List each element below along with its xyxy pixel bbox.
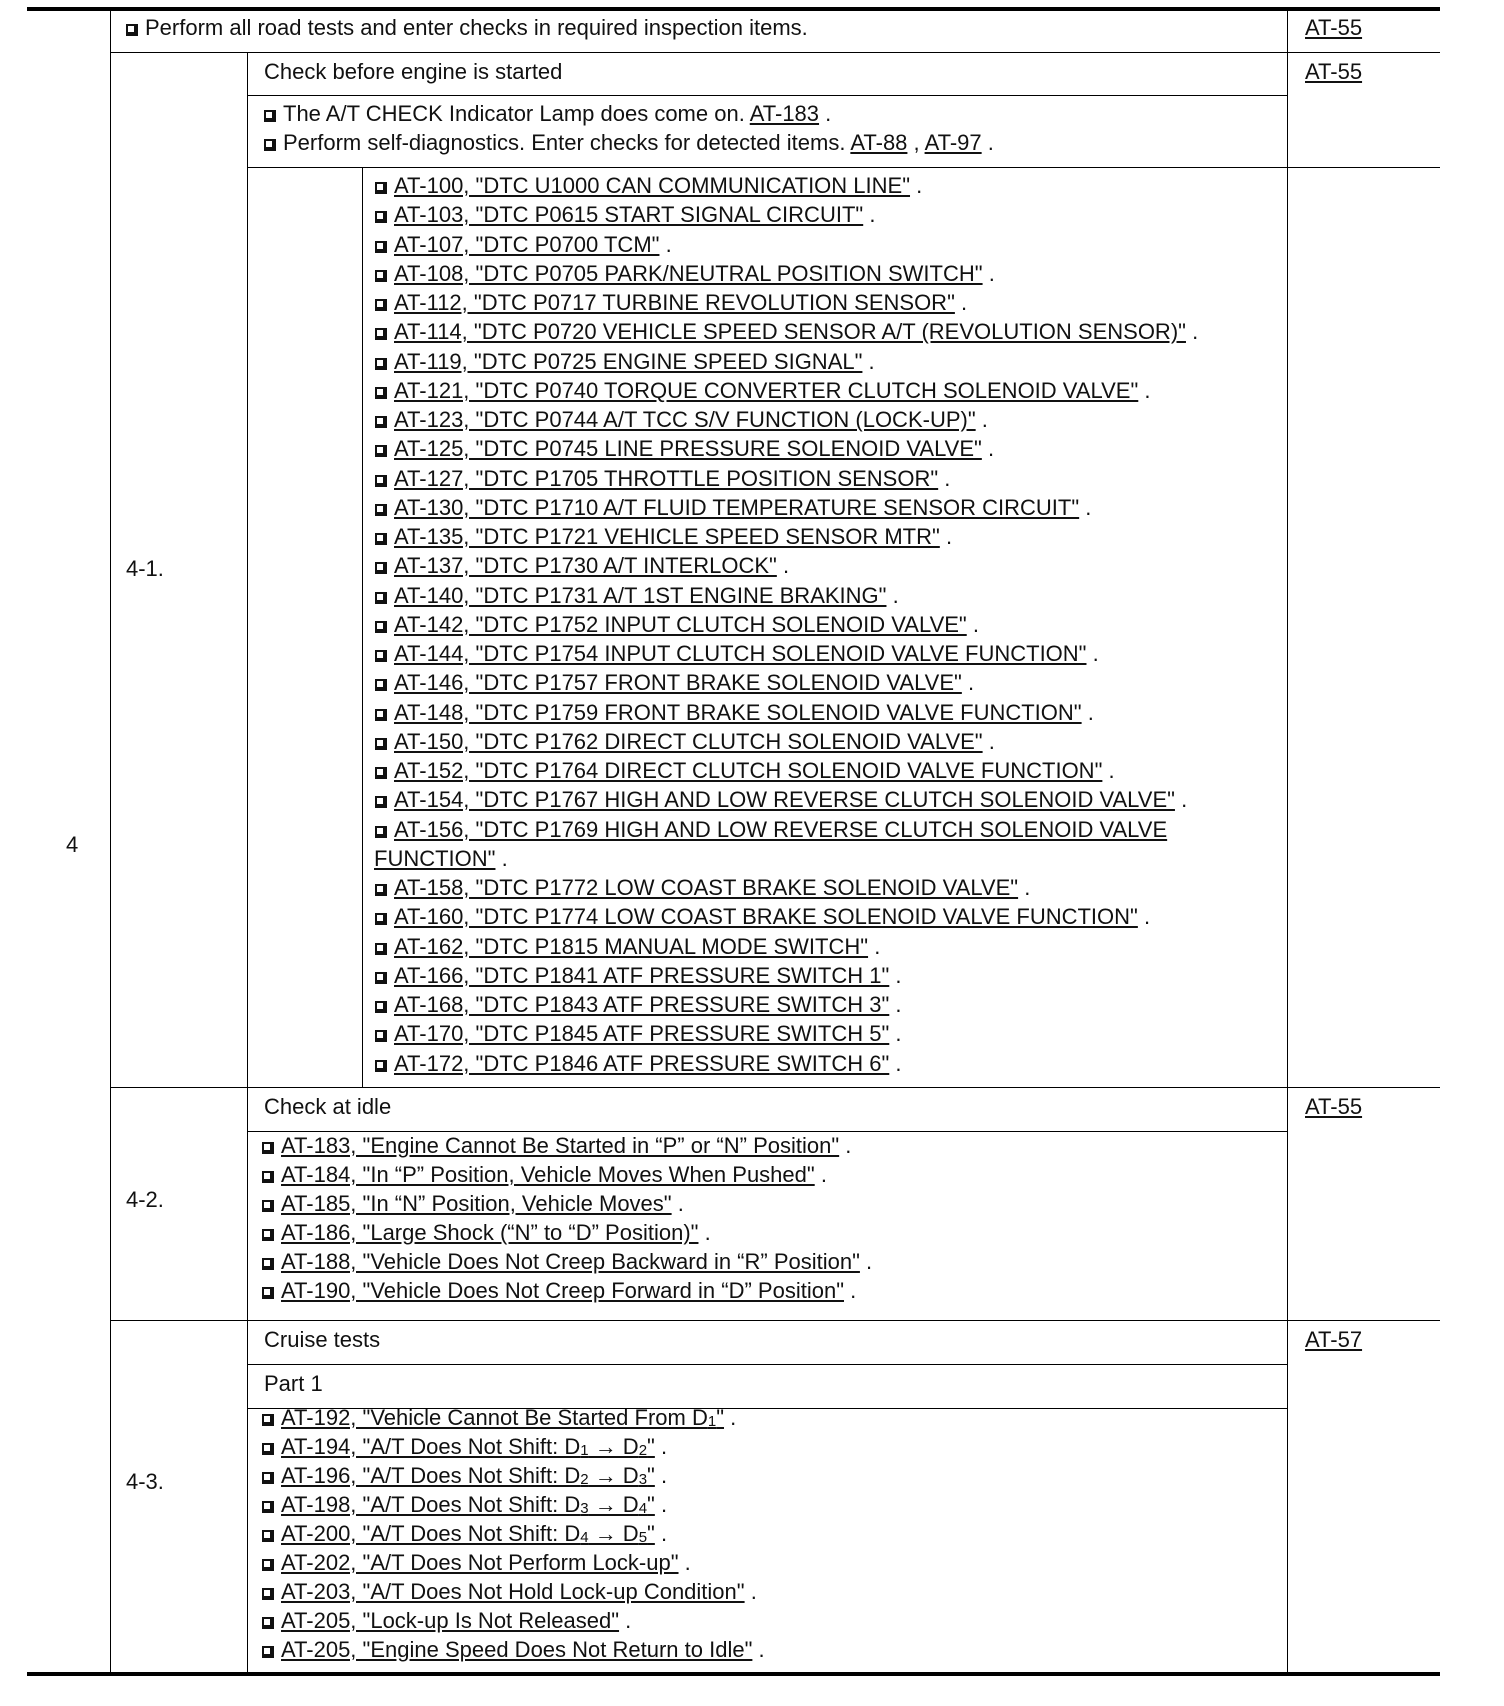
list-item <box>375 902 1275 931</box>
list-item <box>375 756 1275 785</box>
list-item <box>262 1189 872 1218</box>
period: . <box>874 933 881 959</box>
intro-instruction <box>126 13 808 42</box>
intro-ref-link[interactable]: AT-55 <box>1305 15 1363 40</box>
period: . <box>895 992 902 1017</box>
list-item <box>375 581 1275 610</box>
col-divider-3 <box>1287 9 1288 1674</box>
checkbox-icon[interactable] <box>375 504 387 516</box>
list-item <box>375 230 1275 259</box>
section-42-label: 4-2. <box>126 1187 164 1212</box>
cruise-link[interactable]: AT-192, "Vehicle Cannot Be Started From $D_1$" <box>281 1405 724 1430</box>
list-item <box>375 1019 1275 1048</box>
list-item <box>375 551 1275 580</box>
list-item <box>262 1606 765 1635</box>
dtc-link[interactable]: AT-103, "DTC P0615 START SIGNAL CIRCUIT" <box>394 202 864 228</box>
checkbox-icon[interactable] <box>375 972 387 984</box>
checkbox-icon[interactable] <box>375 445 387 457</box>
idle-link[interactable]: AT-186, "Large Shock (“N” to “D” Position)" <box>281 1220 699 1245</box>
intro-text: Perform all road tests and enter checks in required inspection items. <box>145 15 808 40</box>
period: . <box>1085 494 1092 520</box>
checkbox-icon[interactable] <box>375 1030 387 1042</box>
dtc-link[interactable]: AT-154, "DTC P1767 HIGH AND LOW REVERSE CLUTCH SOLENOID VALVE" <box>394 787 1175 813</box>
period: . <box>660 1521 668 1546</box>
idle-link[interactable]: AT-190, "Vehicle Does Not Creep Forward in “D” Position" <box>281 1278 844 1303</box>
checkbox-icon[interactable] <box>262 1142 274 1154</box>
checkbox-icon[interactable] <box>375 416 387 428</box>
period: . <box>1024 875 1031 900</box>
dtc-link[interactable]: AT-114, "DTC P0720 VEHICLE SPEED SENSOR A/T (REVOLUTION SENSOR)" <box>394 319 1186 345</box>
list-item <box>375 932 1275 961</box>
checkbox-icon[interactable] <box>262 1287 274 1299</box>
checkbox-icon[interactable] <box>375 943 387 955</box>
period: . <box>1087 699 1094 725</box>
section-42-ref-link[interactable]: AT-55 <box>1305 1094 1363 1119</box>
period: . <box>684 1550 691 1575</box>
period: . <box>895 1050 902 1076</box>
checkbox-icon[interactable] <box>262 1559 274 1571</box>
checkbox-icon[interactable] <box>375 884 387 896</box>
list-item <box>262 1276 872 1305</box>
list-item <box>375 434 1275 463</box>
list-item <box>375 990 1275 1019</box>
period: . <box>825 101 832 126</box>
checkbox-icon[interactable] <box>375 679 387 691</box>
idle-link[interactable]: AT-185, "In “N” Position, Vehicle Moves" <box>281 1191 672 1216</box>
list-item <box>375 288 1275 317</box>
period: . <box>987 130 994 155</box>
period: . <box>944 465 951 491</box>
checkbox-icon[interactable] <box>375 1060 387 1072</box>
idle-link[interactable]: AT-188, "Vehicle Does Not Creep Backward in “R” Position" <box>281 1249 860 1274</box>
period: . <box>750 1579 757 1604</box>
period: . <box>895 1021 902 1047</box>
period: . <box>945 524 953 549</box>
col-divider-4 <box>362 167 363 1087</box>
list-item <box>262 1635 765 1664</box>
dtc-link[interactable]: AT-170, "DTC P1845 ATF PRESSURE SWITCH 5" <box>394 1021 890 1047</box>
row-line-intro <box>110 52 1440 53</box>
cruise-link[interactable]: AT-205, "Engine Speed Does Not Return to Idle" <box>281 1637 753 1662</box>
period: . <box>1108 758 1115 783</box>
row-line-41-header <box>248 95 1288 96</box>
list-item <box>375 610 1275 639</box>
period: . <box>704 1220 711 1245</box>
cruise-checklist <box>262 1403 765 1664</box>
list-item <box>375 785 1275 814</box>
checkbox-icon[interactable] <box>126 24 138 36</box>
dtc-link-continuation[interactable]: FUNCTION" <box>374 845 496 871</box>
dtc-link[interactable]: AT-146, "DTC P1757 FRONT BRAKE SOLENOID VALVE" <box>394 670 962 696</box>
col-divider-2 <box>247 53 248 1674</box>
check-lamp-link[interactable]: AT-183 <box>749 101 820 126</box>
list-item <box>262 1131 872 1160</box>
dtc-link[interactable]: AT-144, "DTC P1754 INPUT CLUTCH SOLENOID VALVE FUNCTION" <box>394 641 1087 666</box>
list-item <box>375 639 1275 668</box>
period: . <box>625 1608 632 1633</box>
period: . <box>1181 787 1188 813</box>
list-item <box>375 668 1275 697</box>
row-line-43-header <box>248 1364 1288 1365</box>
checkbox-icon[interactable] <box>375 913 387 925</box>
section-41-ref <box>1305 57 1362 86</box>
list-item <box>375 171 1275 200</box>
list-item <box>375 347 1275 376</box>
list-item <box>375 317 1275 346</box>
dtc-link[interactable]: AT-166, "DTC P1841 ATF PRESSURE SWITCH 1" <box>394 962 890 988</box>
dtc-link[interactable]: AT-148, "DTC P1759 FRONT BRAKE SOLENOID VALVE FUNCTION" <box>394 699 1082 725</box>
checkbox-icon[interactable] <box>262 1501 274 1513</box>
dtc-link[interactable]: AT-158, "DTC P1772 LOW COAST BRAKE SOLENOID VALVE" <box>394 875 1019 900</box>
dtc-link[interactable]: AT-107, "DTC P0700 TCM" <box>394 231 660 257</box>
cruise-link[interactable]: AT-205, "Lock-up Is Not Released" <box>281 1608 620 1633</box>
checkbox-icon[interactable] <box>262 1171 274 1183</box>
section-43-label: 4-3. <box>126 1469 164 1494</box>
section-41-ref-link[interactable]: AT-55 <box>1305 59 1363 84</box>
period: . <box>892 582 899 608</box>
dtc-checklist <box>375 171 1275 1078</box>
check-lamp-text: The A/T CHECK Indicator Lamp does come on. <box>283 101 745 126</box>
period: . <box>1144 377 1151 403</box>
self-diagnostics-link-1[interactable]: AT-88 <box>850 130 908 155</box>
dtc-link[interactable]: AT-162, "DTC P1815 MANUAL MODE SWITCH" <box>394 933 869 959</box>
cruise-link[interactable]: AT-194, "A/T Does Not Shift: $D_1 \to D_2$" <box>281 1434 655 1459</box>
list-item <box>375 259 1275 288</box>
checkbox-icon[interactable] <box>375 387 387 399</box>
checkbox-icon[interactable] <box>375 241 387 253</box>
list-item <box>262 1432 765 1461</box>
list-item <box>375 873 1275 902</box>
bottom-border <box>27 1672 1440 1676</box>
row-line-41-checks <box>248 167 1440 168</box>
list-item <box>375 727 1275 756</box>
checkbox-icon[interactable] <box>262 1472 274 1484</box>
row-line-43 <box>110 1320 1440 1321</box>
idle-link[interactable]: AT-183, "Engine Cannot Be Started in “P” or “N” Position" <box>281 1133 840 1158</box>
period: . <box>660 1463 668 1488</box>
section-41-label: 4-1. <box>126 556 164 581</box>
period: . <box>967 670 975 696</box>
period: . <box>782 553 790 579</box>
list-item <box>375 815 1275 844</box>
dtc-link[interactable]: AT-135, "DTC P1721 VEHICLE SPEED SENSOR MTR" <box>394 524 940 549</box>
dtc-link[interactable]: AT-108, "DTC P0705 PARK/NEUTRAL POSITION SWITCH" <box>394 260 983 286</box>
dtc-link[interactable]: AT-140, "DTC P1731 A/T 1ST ENGINE BRAKING" <box>394 582 887 608</box>
checkbox-icon[interactable] <box>375 475 387 487</box>
period: . <box>981 407 988 432</box>
dtc-link[interactable]: AT-137, "DTC P1730 A/T INTERLOCK" <box>394 553 777 579</box>
checkbox-icon[interactable] <box>262 1258 274 1270</box>
list-item <box>262 1247 872 1276</box>
top-border <box>27 7 1440 11</box>
period: . <box>660 1492 668 1517</box>
period: . <box>845 1133 852 1158</box>
period: . <box>972 611 979 637</box>
dtc-link[interactable]: AT-142, "DTC P1752 INPUT CLUTCH SOLENOID VALVE" <box>394 611 967 637</box>
checkbox-icon[interactable] <box>375 211 387 223</box>
step-number: 4 <box>66 832 79 857</box>
checkbox-icon[interactable] <box>375 592 387 604</box>
self-diagnostics-line <box>264 128 994 157</box>
list-item <box>262 1403 765 1432</box>
list-item <box>375 493 1275 522</box>
period: . <box>866 1249 873 1274</box>
checkbox-icon[interactable] <box>375 738 387 750</box>
dtc-link[interactable]: AT-100, "DTC U1000 CAN COMMUNICATION LINE" <box>394 173 911 198</box>
dtc-link[interactable]: AT-130, "DTC P1710 A/T FLUID TEMPERATURE SENSOR CIRCUIT" <box>394 494 1080 520</box>
dtc-link[interactable]: AT-112, "DTC P0717 TURBINE REVOLUTION SENSOR" <box>394 290 955 315</box>
period: . <box>961 290 968 315</box>
checkbox-icon[interactable] <box>375 796 387 808</box>
dtc-link[interactable]: AT-125, "DTC P0745 LINE PRESSURE SOLENOID VALVE" <box>394 436 982 462</box>
section-43-subheader: Part 1 <box>264 1371 323 1396</box>
checkbox-icon[interactable] <box>262 1229 274 1241</box>
checkbox-icon[interactable] <box>262 1443 274 1455</box>
dtc-link[interactable]: AT-156, "DTC P1769 HIGH AND LOW REVERSE CLUTCH SOLENOID VALVE <box>394 816 1168 842</box>
checkbox-icon[interactable] <box>262 1617 274 1629</box>
dtc-link[interactable]: AT-119, "DTC P0725 ENGINE SPEED SIGNAL" <box>394 348 863 374</box>
period: . <box>665 231 672 257</box>
period: . <box>916 173 923 198</box>
list-item <box>375 376 1275 405</box>
cruise-link[interactable]: AT-202, "A/T Does Not Perform Lock-up" <box>281 1550 679 1575</box>
cruise-link[interactable]: AT-200, "A/T Does Not Shift: $D_4 \to D_5$" <box>281 1521 655 1546</box>
period: . <box>1192 319 1199 345</box>
list-item <box>262 1490 765 1519</box>
list-item <box>262 1519 765 1548</box>
checkbox-icon[interactable] <box>264 139 276 151</box>
period: . <box>850 1278 857 1303</box>
list-item <box>262 1461 765 1490</box>
period: . <box>988 260 995 286</box>
list-item <box>375 698 1275 727</box>
list-item <box>375 961 1275 990</box>
idle-link[interactable]: AT-184, "In “P” Position, Vehicle Moves When Pushed" <box>281 1162 815 1187</box>
checkbox-icon[interactable] <box>375 767 387 779</box>
period: . <box>820 1162 827 1187</box>
period: . <box>501 845 508 871</box>
checkbox-icon[interactable] <box>375 709 387 721</box>
list-item <box>375 522 1275 551</box>
checkbox-icon[interactable] <box>375 533 387 545</box>
checkbox-icon[interactable] <box>262 1588 274 1600</box>
checkbox-icon[interactable] <box>375 299 387 311</box>
list-item <box>262 1548 765 1577</box>
self-diagnostics-link-2[interactable]: AT-97 <box>924 130 982 155</box>
period: . <box>758 1637 765 1662</box>
period: . <box>660 1434 668 1459</box>
checkbox-icon[interactable] <box>262 1646 274 1658</box>
row-line-42 <box>110 1087 1440 1088</box>
section-42-ref <box>1305 1092 1362 1121</box>
list-item <box>375 200 1275 229</box>
list-item <box>262 1160 872 1189</box>
period: . <box>895 962 902 988</box>
comma: , <box>913 130 920 155</box>
period: . <box>677 1191 684 1216</box>
checkbox-icon[interactable] <box>375 562 387 574</box>
section-43-ref <box>1305 1325 1362 1354</box>
check-lamp-line <box>264 99 831 128</box>
checkbox-icon[interactable] <box>375 1001 387 1013</box>
dtc-link[interactable]: AT-172, "DTC P1846 ATF PRESSURE SWITCH 6" <box>394 1050 890 1076</box>
period: . <box>1092 641 1099 666</box>
cruise-link[interactable]: AT-198, "A/T Does Not Shift: $D_3 \to D_4$" <box>281 1492 655 1517</box>
period: . <box>868 348 875 374</box>
checkbox-icon[interactable] <box>262 1530 274 1542</box>
dtc-link[interactable]: AT-150, "DTC P1762 DIRECT CLUTCH SOLENOID VALVE" <box>394 728 983 754</box>
checkbox-icon[interactable] <box>262 1200 274 1212</box>
section-43-header: Cruise tests <box>264 1327 381 1352</box>
dtc-link[interactable]: AT-152, "DTC P1764 DIRECT CLUTCH SOLENOID VALVE FUNCTION" <box>394 758 1103 783</box>
list-item <box>375 1049 1275 1078</box>
list-item <box>262 1577 765 1606</box>
checkbox-icon[interactable] <box>264 110 276 122</box>
dtc-link[interactable]: AT-127, "DTC P1705 THROTTLE POSITION SENSOR" <box>394 465 939 491</box>
list-item-continuation <box>374 844 1275 873</box>
checkbox-icon[interactable] <box>375 182 387 194</box>
checkbox-icon[interactable] <box>375 270 387 282</box>
checkbox-icon[interactable] <box>375 358 387 370</box>
checkbox-icon[interactable] <box>375 621 387 633</box>
section-43-ref-link[interactable]: AT-57 <box>1305 1327 1363 1352</box>
intro-ref <box>1305 13 1362 42</box>
self-diagnostics-text: Perform self-diagnostics. Enter checks for detected items. <box>283 130 846 155</box>
checkbox-icon[interactable] <box>375 328 387 340</box>
period: . <box>987 436 995 462</box>
list-item <box>375 405 1275 434</box>
idle-checklist <box>262 1131 872 1305</box>
checkbox-icon[interactable] <box>375 650 387 662</box>
cruise-link[interactable]: AT-203, "A/T Does Not Hold Lock-up Condition" <box>281 1579 745 1604</box>
checkbox-icon[interactable] <box>375 826 387 838</box>
dtc-link[interactable]: AT-168, "DTC P1843 ATF PRESSURE SWITCH 3" <box>394 992 890 1017</box>
list-item <box>262 1218 872 1247</box>
dtc-link[interactable]: AT-123, "DTC P0744 A/T TCC S/V FUNCTION (LOCK-UP)" <box>394 407 976 432</box>
section-42-header: Check at idle <box>264 1094 392 1119</box>
col-divider-1 <box>110 9 111 1674</box>
period: . <box>1143 904 1151 930</box>
checkbox-icon[interactable] <box>262 1414 274 1426</box>
dtc-link[interactable]: AT-121, "DTC P0740 TORQUE CONVERTER CLUTCH SOLENOID VALVE" <box>394 377 1139 403</box>
list-item <box>375 464 1275 493</box>
dtc-link[interactable]: AT-160, "DTC P1774 LOW COAST BRAKE SOLENOID VALVE FUNCTION" <box>394 904 1138 930</box>
period: . <box>730 1405 737 1430</box>
period: . <box>869 202 876 228</box>
section-41-header: Check before engine is started <box>264 59 563 84</box>
cruise-link[interactable]: AT-196, "A/T Does Not Shift: $D_2 \to D_3$" <box>281 1463 655 1488</box>
period: . <box>988 728 995 754</box>
